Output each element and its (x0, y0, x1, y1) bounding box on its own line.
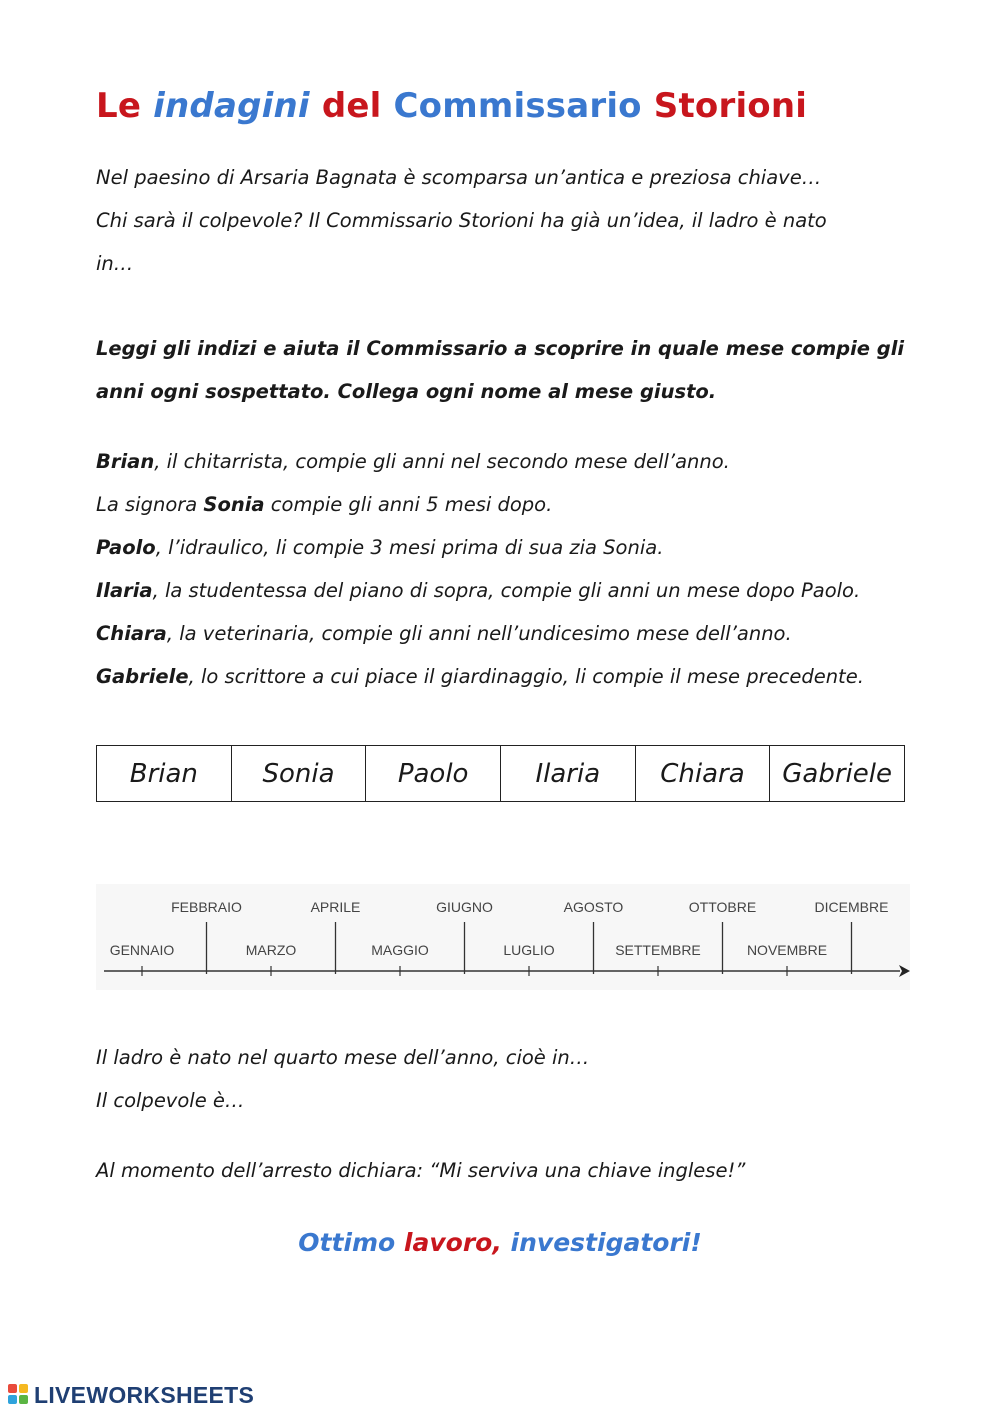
month-label: MAGGIO (371, 942, 429, 958)
arrest-quote: Al momento dell’arresto dichiara: “Mi serviva una chiave inglese!” (96, 1159, 746, 1182)
title-word: Storioni (653, 86, 808, 126)
clue-name: Brian (96, 450, 155, 473)
clue-item: Brian, il chitarrista, compie gli anni nel secondo mese dell’anno. (96, 450, 730, 473)
month-label: OTTOBRE (688, 899, 757, 915)
instructions-line: anni ogni sospettato. Collega ogni nome al mese giusto. (96, 380, 717, 403)
names-row (97, 746, 905, 802)
months-timeline (96, 884, 910, 990)
names-table (96, 745, 905, 802)
clue-item: Ilaria, la studentessa del piano di sopra, compie gli anni un mese dopo Paolo. (96, 579, 861, 602)
title-word: indagini (153, 86, 310, 126)
clue-name: Ilaria (96, 579, 153, 602)
month-label: NOVEMBRE (746, 942, 828, 958)
conclusion (96, 1036, 916, 1122)
month-label: APRILE (310, 899, 361, 915)
clue-item: Chiara, la veterinaria, compie gli anni nell’undicesimo mese dell’anno. (96, 622, 792, 645)
clue-item: Paolo, l’idraulico, li compie 3 mesi prima di sua zia Sonia. (96, 536, 664, 559)
month-label: GIUGNO (436, 899, 493, 915)
timeline-arrow (899, 965, 910, 977)
clue-name: Sonia (203, 493, 265, 516)
instructions-line: Leggi gli indizi e aiuta il Commissario a scoprire in quale mese compie gli (96, 337, 905, 360)
month-label: SETTEMBRE (615, 942, 701, 958)
clue-name: Chiara (96, 622, 167, 645)
intro-paragraph (96, 156, 916, 285)
conclusion-line: Il colpevole è… (96, 1089, 245, 1112)
name-cell-sonia[interactable]: Sonia (231, 746, 366, 802)
month-label: DICEMBRE (814, 899, 889, 915)
intro-line: Chi sarà il colpevole? Il Commissario Storioni ha già un’idea, il ladro è nato (96, 209, 827, 232)
instructions (96, 327, 916, 413)
title-word: del (321, 86, 382, 126)
month-label: MARZO (245, 942, 297, 958)
page-title (96, 86, 807, 126)
name-cell-paolo[interactable]: Paolo (366, 746, 501, 802)
month-label: GENNAIO (109, 942, 175, 958)
clues-list (96, 440, 916, 698)
month-label: AGOSTO (563, 899, 624, 915)
conclusion-line: Il ladro è nato nel quarto mese dell’anno, cioè in… (96, 1046, 590, 1069)
clue-item: Gabriele, lo scrittore a cui piace il giardinaggio, li compie il mese precedente. (96, 665, 864, 688)
closing-word: lavoro, (403, 1228, 502, 1257)
name-cell-brian[interactable]: Brian (97, 746, 232, 802)
closing-word: Ottimo (298, 1228, 396, 1257)
liveworksheets-logo-icon (8, 1384, 30, 1406)
brand-name: LIVEWORKSHEETS (34, 1381, 255, 1408)
month-label: LUGLIO (503, 942, 555, 958)
month-label: FEBBRAIO (171, 899, 242, 915)
title-word: Le (96, 86, 142, 126)
clue-name: Gabriele (96, 665, 189, 688)
clue-item: La signora Sonia compie gli anni 5 mesi dopo. (96, 493, 553, 516)
name-cell-ilaria[interactable]: Ilaria (500, 746, 635, 802)
name-cell-chiara[interactable]: Chiara (635, 746, 770, 802)
footer-brand[interactable] (8, 1380, 254, 1410)
intro-line: Nel paesino di Arsaria Bagnata è scomparsa un’antica e preziosa chiave… (96, 166, 822, 189)
clue-name: Paolo (96, 536, 156, 559)
intro-line: in… (96, 252, 134, 275)
title-word: Commissario (393, 86, 642, 126)
closing-word: investigatori! (510, 1228, 702, 1257)
name-cell-gabriele[interactable]: Gabriele (770, 746, 905, 802)
closing-message (0, 1228, 1000, 1257)
